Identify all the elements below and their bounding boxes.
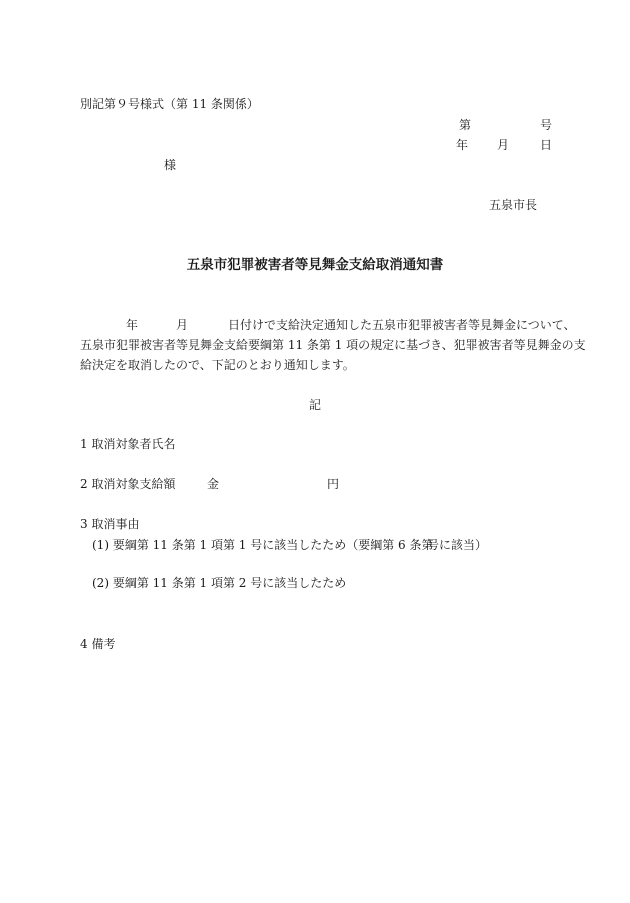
section-2-yen: 円 (327, 477, 340, 491)
section-1-target-name: 1 取消対象者氏名 (80, 437, 176, 451)
date-month-label: 月 (497, 138, 510, 152)
section-4-remarks: 4 備考 (80, 637, 116, 651)
form-number-label: 別記第９号様式（第 11 条関係） (80, 97, 259, 111)
date-year-label: 年 (456, 138, 469, 152)
document-title: 五泉市犯罪被害者等見舞金支給取消通知書 (186, 257, 444, 273)
section-2-kin: 金 (207, 477, 220, 491)
body-month-label: 月 (176, 318, 189, 332)
document-number-suffix: 号 (540, 118, 553, 132)
reason-item-2: (2) 要綱第 11 条第 1 項第 2 号に該当したため (92, 576, 347, 590)
reason-item-1: (1) 要綱第 11 条第 1 項第 1 号に該当したため（要綱第 6 条第 (92, 538, 434, 552)
reason-item-1-suffix: 号に該当） (427, 538, 488, 552)
body-line-2: 五泉市犯罪被害者等見舞金支給要綱第 11 条第 1 項の規定に基づき、犯罪被害者等見舞金の支 (80, 338, 586, 352)
document-number-prefix: 第 (459, 118, 472, 132)
addressee-honorific: 様 (164, 158, 177, 172)
section-2-amount-label: 2 取消対象支給額 (80, 477, 176, 491)
body-line-3: 給決定を取消したので、下記のとおり通知します。 (80, 358, 355, 372)
ki-heading: 記 (309, 398, 322, 412)
section-3-reason: 3 取消事由 (80, 517, 140, 531)
body-line-1: 日付けで支給決定通知した五泉市犯罪被害者等見舞金について、 (228, 318, 576, 332)
date-day-label: 日 (540, 138, 553, 152)
issuer-name: 五泉市長 (489, 198, 538, 212)
body-year-label: 年 (126, 318, 139, 332)
